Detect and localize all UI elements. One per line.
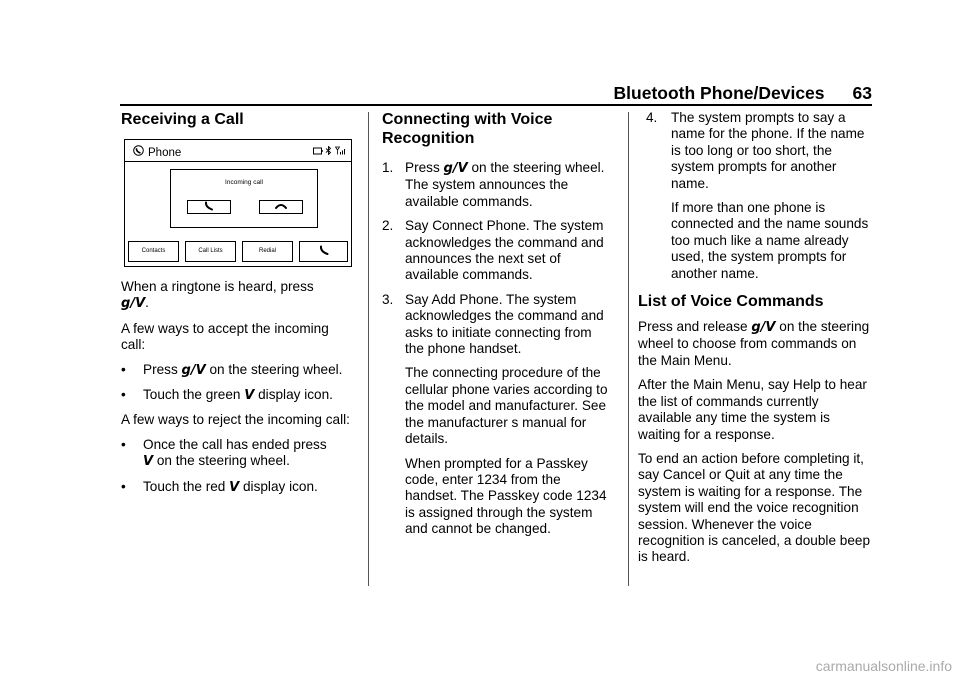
answer-call-button[interactable] bbox=[187, 200, 231, 214]
talk-icon: g bbox=[443, 161, 453, 176]
separator: / bbox=[190, 362, 196, 378]
separator: / bbox=[130, 296, 136, 312]
step-number: 1. bbox=[382, 160, 394, 175]
reject-call-button[interactable] bbox=[259, 200, 303, 214]
text: Say Add Phone. The system acknowledges the command and asks to initiate connecting from the phone handset. bbox=[405, 291, 604, 357]
column-1 bbox=[121, 110, 356, 504]
call-lists-button[interactable]: Call Lists bbox=[185, 241, 236, 262]
list-item bbox=[121, 437, 356, 471]
step-1 bbox=[382, 160, 614, 210]
text: The system prompts to say a name for the phone. If the name is too long or too short, the system prompts for another name. bbox=[671, 110, 865, 191]
list-item bbox=[121, 387, 356, 404]
paragraph: The connecting procedure of the cellular phone varies according to the model and manufacturer. See the manufacturer s manual for details. bbox=[405, 365, 608, 447]
contacts-button[interactable]: Contacts bbox=[128, 241, 179, 262]
bullet: • bbox=[121, 387, 126, 403]
phone-icon: V bbox=[195, 362, 206, 378]
bullet: • bbox=[121, 436, 126, 452]
incoming-call-label: Incoming call bbox=[225, 179, 263, 186]
heading-voice-recognition: Connecting with Voice Recognition bbox=[382, 111, 553, 147]
text: Say Connect Phone. The system acknowledges the command and announces the next set of available commands. bbox=[405, 218, 604, 283]
paragraph: To end an action before completing it, say Cancel or Quit at any time the system is waiting for a response. The system will end the voice recognition session. Whenever the voice recognition is canceled, a double beep is heard. bbox=[638, 450, 871, 565]
dial-button[interactable] bbox=[299, 241, 348, 262]
screen-title: Phone bbox=[148, 147, 182, 159]
text: on the steering wheel to choose from commands on the Main Menu. bbox=[638, 319, 870, 368]
bullet: • bbox=[121, 361, 126, 377]
text: display icon. bbox=[258, 387, 333, 403]
step-2 bbox=[382, 218, 614, 284]
step-number: 4. bbox=[646, 110, 658, 125]
talk-icon: g bbox=[751, 320, 761, 336]
text: Press bbox=[405, 160, 440, 175]
phone-icon: V bbox=[457, 161, 468, 176]
list-item bbox=[121, 479, 356, 496]
text: on the steering wheel. The system announces the available commands. bbox=[405, 160, 605, 209]
dial-phone-icon bbox=[318, 245, 330, 256]
separator: / bbox=[760, 320, 766, 336]
text: on the steering wheel. bbox=[209, 361, 343, 377]
phone-icon: V bbox=[229, 479, 240, 495]
phone-icon: V bbox=[135, 296, 146, 312]
screen-title-divider bbox=[125, 161, 351, 162]
text: Touch the red bbox=[143, 478, 226, 494]
phone-app-icon bbox=[133, 145, 144, 156]
bullet: • bbox=[121, 478, 126, 494]
hangup-phone-icon bbox=[274, 201, 288, 211]
text: . bbox=[145, 295, 149, 311]
header-rule bbox=[120, 104, 872, 106]
paragraph: If more than one phone is connected and the name sounds too much like a name already used, the system prompts for another name. bbox=[671, 200, 869, 281]
column-3 bbox=[638, 110, 874, 574]
paragraph: After the Main Menu, say Help to hear the list of commands currently available any time the system is waiting for a response. bbox=[638, 377, 867, 442]
text: Touch the green bbox=[143, 387, 241, 403]
separator: / bbox=[452, 161, 458, 176]
section-title: Bluetooth Phone/Devices bbox=[613, 83, 825, 103]
step-3 bbox=[382, 292, 614, 358]
text: display icon. bbox=[243, 478, 318, 494]
watermark: carmanualsonline.info bbox=[815, 658, 952, 674]
column-2 bbox=[382, 110, 614, 546]
heading-voice-commands: List of Voice Commands bbox=[638, 293, 824, 311]
incoming-call-panel bbox=[170, 169, 318, 228]
heading-receiving-call: Receiving a Call bbox=[121, 111, 244, 128]
page-header bbox=[614, 83, 872, 104]
step-number: 3. bbox=[382, 291, 394, 307]
talk-icon: g bbox=[181, 362, 191, 378]
bluetooth-icon bbox=[325, 146, 332, 155]
signal-icon bbox=[335, 146, 345, 155]
talk-icon: g bbox=[121, 296, 131, 312]
page-number: 63 bbox=[852, 83, 872, 103]
step-number: 2. bbox=[382, 218, 394, 234]
paragraph: A few ways to accept the incoming call: bbox=[121, 320, 329, 353]
phone-screen-illustration bbox=[124, 139, 352, 267]
paragraph bbox=[638, 319, 874, 369]
list-item bbox=[121, 362, 356, 379]
text: Press bbox=[143, 361, 178, 377]
column-divider-2 bbox=[628, 112, 629, 586]
battery-icon bbox=[313, 147, 323, 155]
answer-phone-icon bbox=[203, 201, 215, 211]
text: on the steering wheel. bbox=[156, 453, 290, 469]
text: Once the call has ended press bbox=[143, 436, 327, 452]
step-4 bbox=[638, 110, 874, 192]
phone-icon: V bbox=[244, 388, 255, 404]
column-divider-1 bbox=[368, 112, 369, 586]
text: Press and release bbox=[638, 319, 748, 335]
status-icons bbox=[313, 145, 345, 161]
redial-button[interactable]: Redial bbox=[242, 241, 293, 262]
paragraph: When prompted for a Passkey code, enter 1234 from the handset. The Passkey code 1234 is assigned through the system and cannot be changed. bbox=[405, 455, 607, 537]
phone-icon: V bbox=[143, 454, 154, 470]
paragraph bbox=[121, 279, 356, 313]
paragraph: A few ways to reject the incoming call: bbox=[121, 412, 350, 428]
text: When a ringtone is heard, press bbox=[121, 279, 314, 294]
phone-icon: V bbox=[765, 320, 776, 336]
